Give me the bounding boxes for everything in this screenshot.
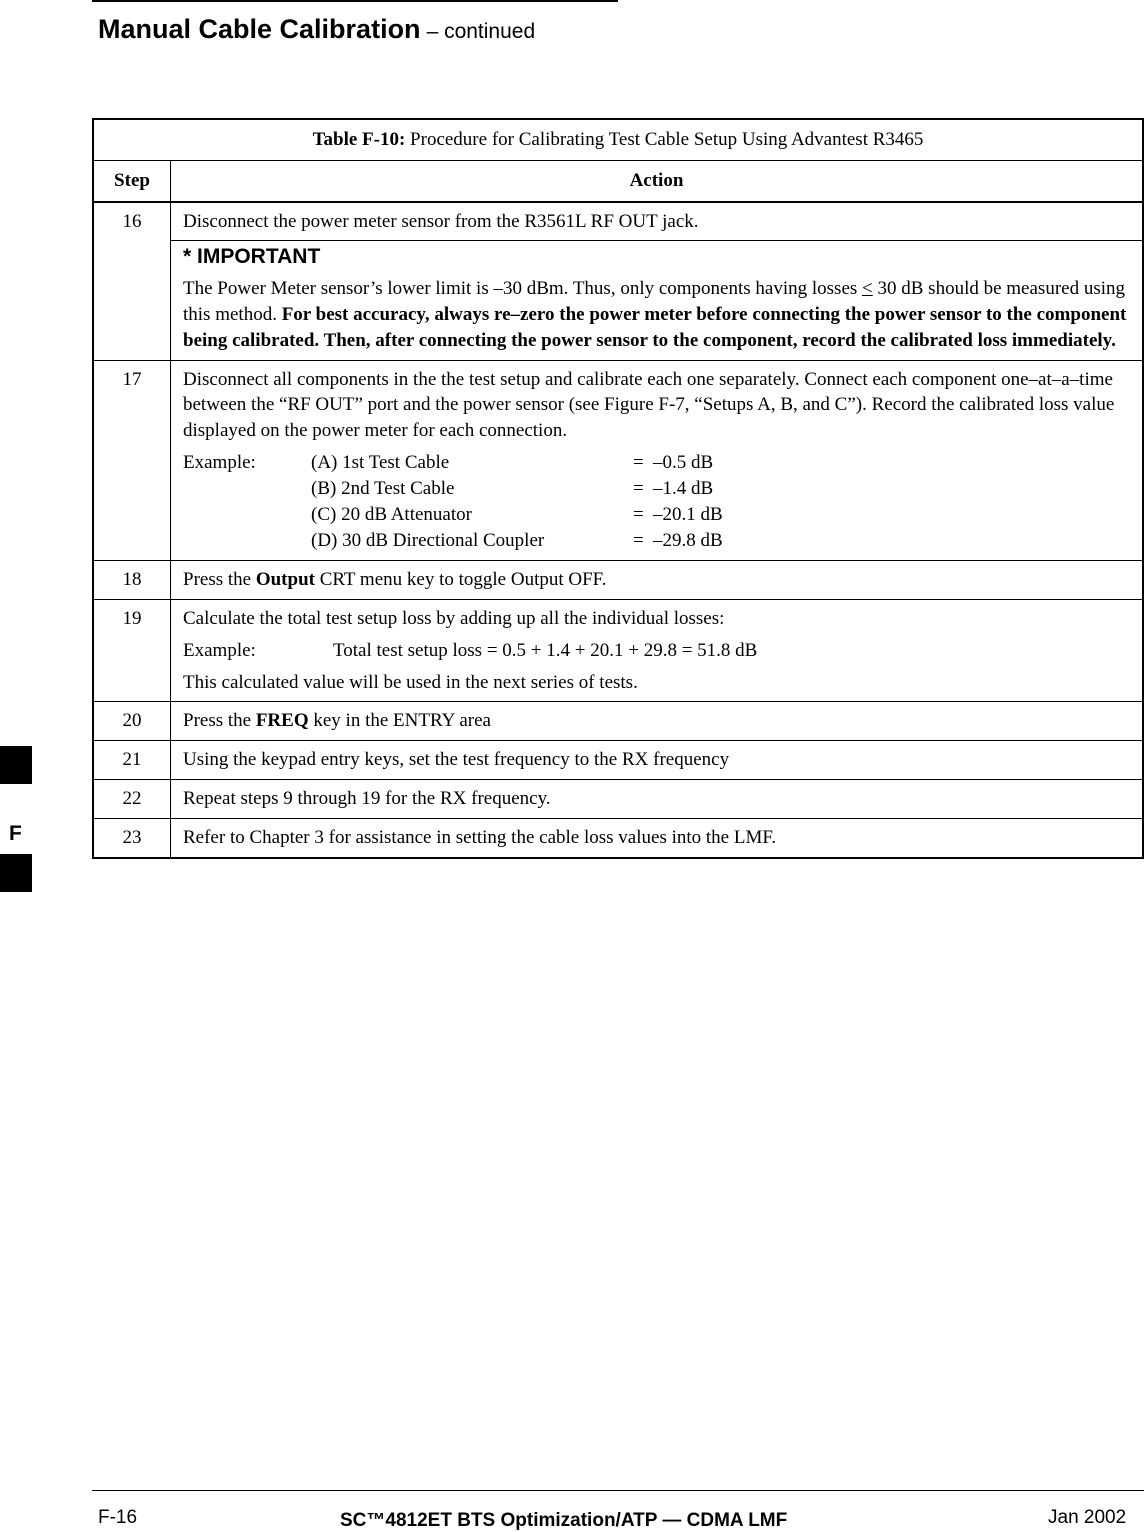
chapter-tab-block-top	[0, 746, 32, 784]
important-note	[171, 241, 1144, 360]
table-row	[93, 599, 1143, 701]
step-17-text: Disconnect all components in the the test setup and calibrate each one separately. Connect each component one–at–a–time between the “RF OUT” port and the power sensor (see Figure F-7, “Setups A, B, and C”). Record the calibrated loss value displayed on the power meter for each connection.	[183, 368, 1115, 442]
example-equals: =	[633, 504, 644, 526]
step-number: 22	[93, 780, 171, 819]
key-name: Output	[255, 569, 315, 591]
step-number: 17	[93, 360, 171, 561]
example-label: Example:	[183, 639, 256, 661]
procedure-table	[92, 118, 1144, 859]
document-title: SC™4812ET BTS Optimization/ATP — CDMA LMF	[340, 1510, 788, 1531]
example-value: –0.5 dB	[653, 452, 714, 473]
table-row	[93, 202, 1143, 241]
chapter-tab-letter: F	[9, 822, 22, 845]
table-row	[93, 561, 1143, 600]
important-label: * IMPORTANT	[183, 245, 321, 269]
footer-rule	[92, 1490, 1144, 1491]
step-19-note: This calculated value will be used in the next series of tests.	[183, 671, 638, 693]
step-19-text: Calculate the total test setup loss by adding up all the individual losses:	[183, 607, 725, 629]
example-line	[183, 638, 1136, 664]
less-equal-symbol: <	[862, 278, 873, 300]
step-number: 20	[93, 702, 171, 741]
publication-date: Jan 2002	[1048, 1507, 1127, 1528]
table-caption	[93, 119, 1143, 160]
table-row	[93, 360, 1143, 561]
example-equation: Total test setup loss = 0.5 + 1.4 + 20.1 + 29.8 = 51.8 dB	[333, 639, 758, 661]
example-value: –20.1 dB	[653, 504, 723, 526]
action-text: CRT menu key to toggle Output OFF.	[314, 569, 607, 591]
step-action: Repeat steps 9 through 19 for the RX frequency.	[171, 780, 1144, 819]
step-action	[171, 702, 1144, 741]
step-number: 16	[93, 202, 171, 360]
action-text: Press the	[183, 569, 256, 591]
page-number: F-16	[98, 1507, 138, 1528]
column-header-step: Step	[93, 160, 171, 201]
table-row	[93, 702, 1143, 741]
example-equals: =	[633, 452, 644, 473]
table-caption-text: Procedure for Calibrating Test Cable Setup Using Advantest R3465	[405, 129, 924, 150]
step-number: 19	[93, 599, 171, 701]
table-row	[93, 818, 1143, 857]
header-title: Manual Cable Calibration	[98, 14, 421, 44]
step-number: 23	[93, 818, 171, 857]
example-item: (A) 1st Test Cable	[311, 452, 450, 473]
table-row	[93, 241, 1143, 360]
header-continued: – continued	[426, 20, 536, 43]
action-text: key in the ENTRY area	[308, 710, 491, 732]
chapter-tab-block-bottom	[0, 854, 32, 892]
example-list	[183, 450, 1136, 554]
step-number: 21	[93, 741, 171, 780]
step-action: Disconnect the power meter sensor from the R3561L RF OUT jack.	[171, 202, 1144, 241]
action-text: Press the	[183, 710, 256, 732]
example-equals: =	[633, 530, 644, 552]
important-text-2: 30 dB should be measured using this method.	[183, 278, 1126, 325]
column-header-action: Action	[171, 160, 1144, 201]
example-value: –1.4 dB	[653, 478, 714, 500]
step-action	[171, 561, 1144, 600]
important-text-1: The Power Meter sensor’s lower limit is –30 dBm. Thus, only components having losses	[183, 278, 863, 300]
page-header	[98, 14, 535, 45]
example-value: –29.8 dB	[653, 530, 723, 552]
step-number: 18	[93, 561, 171, 600]
header-rule	[92, 0, 618, 2]
table-caption-label: Table F-10:	[312, 129, 406, 150]
important-body	[183, 276, 1136, 353]
key-name: FREQ	[255, 710, 309, 732]
table-row	[93, 741, 1143, 780]
example-item: (B) 2nd Test Cable	[311, 478, 455, 500]
example-label: Example:	[183, 452, 256, 473]
important-bold-text: For best accuracy, always re–zero the power meter before connecting the power sensor to the component being calibrated. Then, after connecting the power sensor to the component, record the calibrated loss immediately.	[183, 303, 1127, 351]
example-equals: =	[633, 478, 644, 500]
step-action	[171, 360, 1144, 561]
example-item: (D) 30 dB Directional Coupler	[311, 530, 545, 552]
example-item: (C) 20 dB Attenuator	[311, 504, 472, 526]
step-action	[171, 599, 1144, 701]
step-action: Refer to Chapter 3 for assistance in setting the cable loss values into the LMF.	[171, 818, 1144, 857]
step-action: Using the keypad entry keys, set the test frequency to the RX frequency	[171, 741, 1144, 780]
table-row	[93, 780, 1143, 819]
